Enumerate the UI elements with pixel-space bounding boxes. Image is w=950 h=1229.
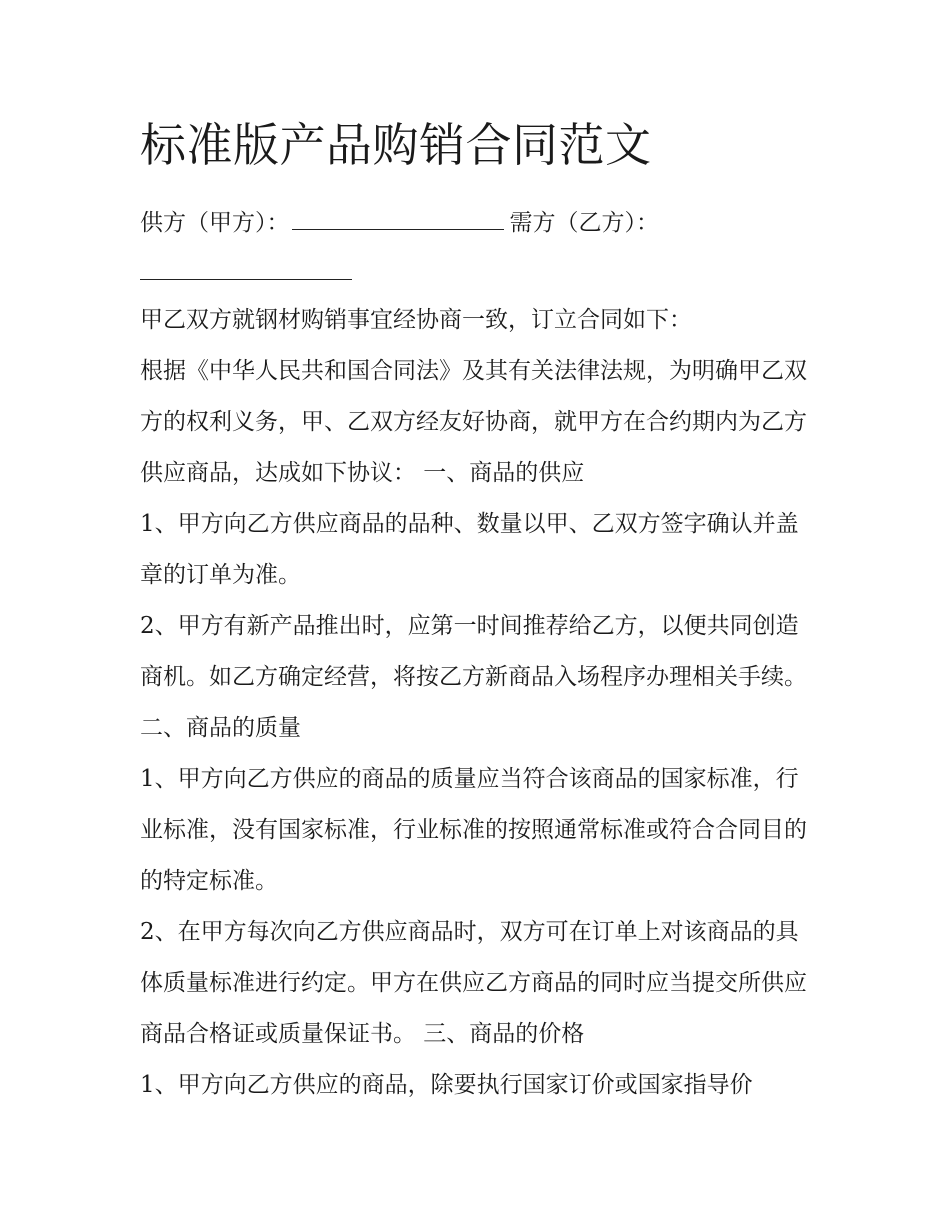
- paragraph-quality-2: 2、在甲方每次向乙方供应商品时，双方可在订单上对该商品的具体质量标准进行约定。甲方在供应乙方商品的同时应当提交所供应商品合格证或质量保证书。 三、商品的价格: [140, 919, 807, 1047]
- paragraph-intro: 甲乙双方就钢材购销事宜经协商一致，订立合同如下：: [140, 307, 692, 333]
- supplier-label: 供方（甲方）：: [140, 210, 290, 236]
- paragraph-supply-1: 1、甲方向乙方供应商品的品种、数量以甲、乙双方签字确认并盖章的订单为准。: [140, 511, 799, 588]
- parties-line: [140, 198, 820, 298]
- paragraph-basis: 根据《中华人民共和国合同法》及其有关法律法规，为明确甲乙双方的权利义务，甲、乙双方经友好协商，就甲方在合约期内为乙方供应商品，达成如下协议： 一、商品的供应: [140, 358, 807, 486]
- paragraph-quality-1: 1、甲方向乙方供应的商品的质量应当符合该商品的国家标准，行业标准，没有国家标准，行业标准的按照通常标准或符合合同目的的特定标准。: [140, 766, 807, 894]
- buyer-label: 需方（乙方）：: [509, 210, 659, 236]
- paragraph-supply-2: 2、甲方有新产品推出时，应第一时间推荐给乙方，以便共同创造商机。如乙方确定经营，将按乙方新商品入场程序办理相关手续。 二、商品的质量: [140, 613, 807, 741]
- contract-body: [140, 295, 820, 1111]
- supplier-blank-line: [292, 209, 504, 230]
- buyer-blank-line: [140, 259, 352, 280]
- document-title: 标准版产品购销合同范文: [140, 118, 652, 172]
- paragraph-price-1: 1、甲方向乙方供应的商品，除要执行国家订价或国家指导价: [140, 1072, 753, 1098]
